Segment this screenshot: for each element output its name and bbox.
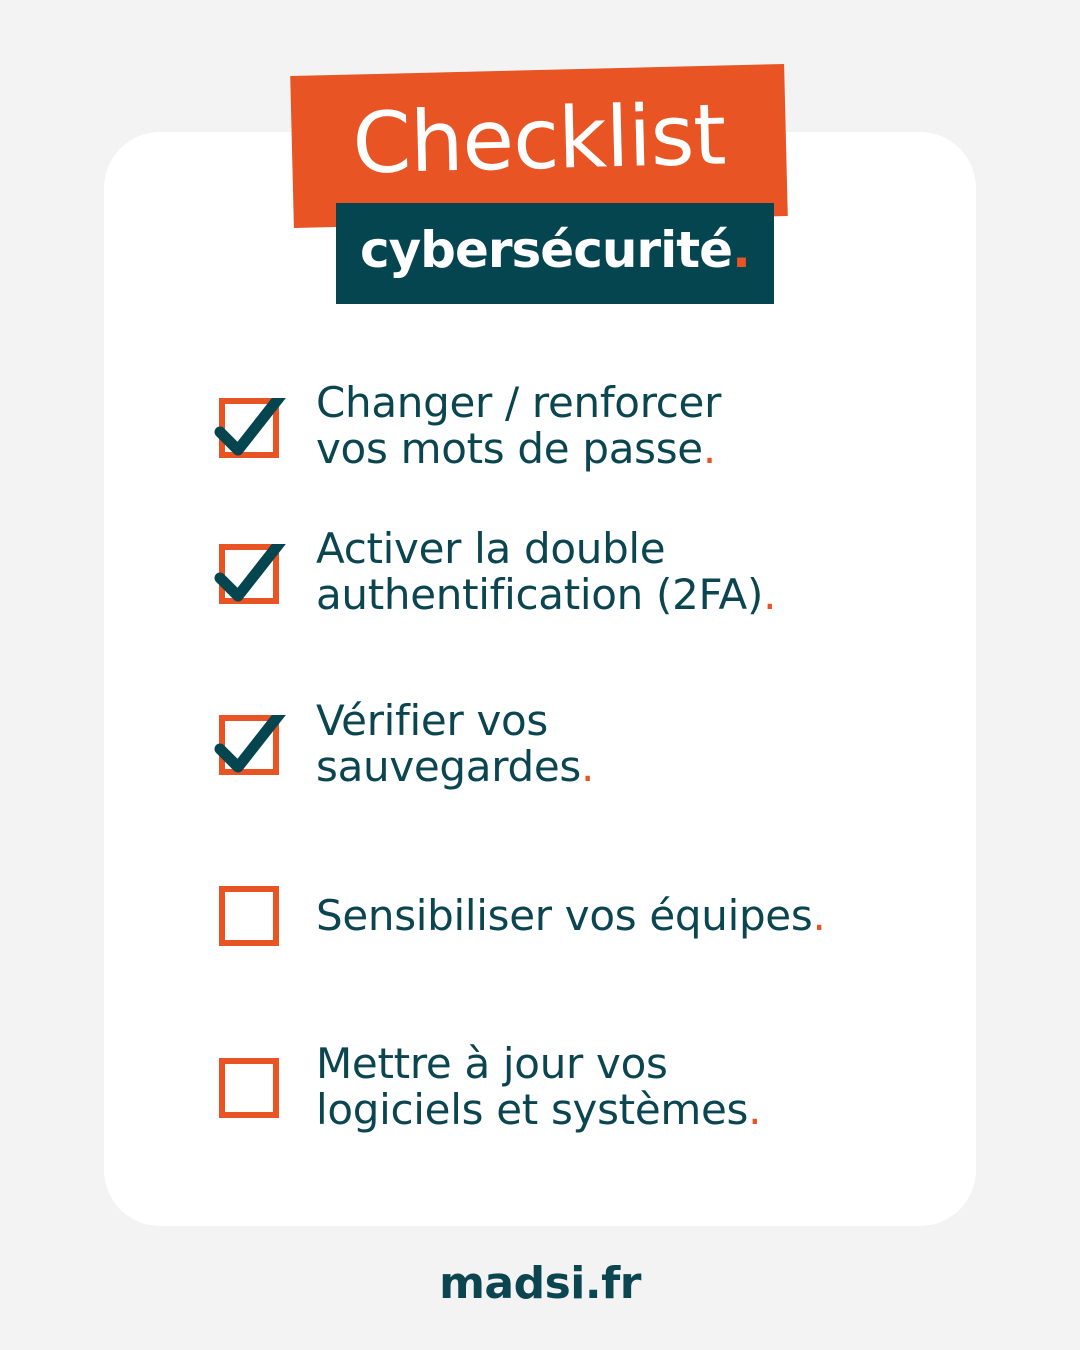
checkbox-icon[interactable] — [214, 544, 294, 624]
checkbox-icon[interactable] — [214, 715, 294, 795]
checkbox-icon[interactable] — [214, 398, 294, 478]
item-dot: . — [812, 891, 826, 940]
checkbox-icon[interactable] — [214, 1058, 294, 1138]
checklist-item-line2: authentification (2FA) — [316, 570, 764, 619]
item-dot: . — [763, 570, 777, 619]
checklist-item-line2: logiciels et systèmes — [316, 1085, 749, 1134]
item-dot: . — [748, 1085, 762, 1134]
checklist-item-text — [316, 698, 594, 790]
checklist-item-line1: Sensibiliser vos équipes — [316, 891, 813, 940]
page-subtitle: cybersécurité — [359, 220, 733, 279]
checklist-item-line1: Activer la double — [316, 524, 666, 573]
checklist-item-line2: vos mots de passe — [316, 424, 703, 473]
checklist-item-line1: Vérifier vos — [316, 696, 548, 745]
checklist-item-line2: sauvegardes — [316, 742, 581, 791]
checkbox-icon[interactable] — [214, 886, 294, 966]
page-title: Checklist — [351, 85, 727, 193]
footer-site-link[interactable]: madsi.fr — [439, 1258, 641, 1309]
item-dot: . — [702, 424, 716, 473]
item-dot: . — [580, 742, 595, 791]
subtitle-dot: . — [732, 220, 751, 279]
checklist-item-line1: Mettre à jour vos — [316, 1039, 668, 1088]
checklist-item-text — [316, 380, 721, 472]
checklist-item-text — [316, 893, 826, 939]
checkmark-icon — [220, 398, 282, 450]
checklist-item-text — [316, 1041, 761, 1133]
checklist-item-text — [316, 526, 776, 618]
checkmark-icon — [220, 715, 282, 767]
checklist-item-line1: Changer / renforcer — [316, 378, 722, 427]
checkmark-icon — [220, 544, 282, 596]
subtitle-banner — [336, 203, 774, 304]
